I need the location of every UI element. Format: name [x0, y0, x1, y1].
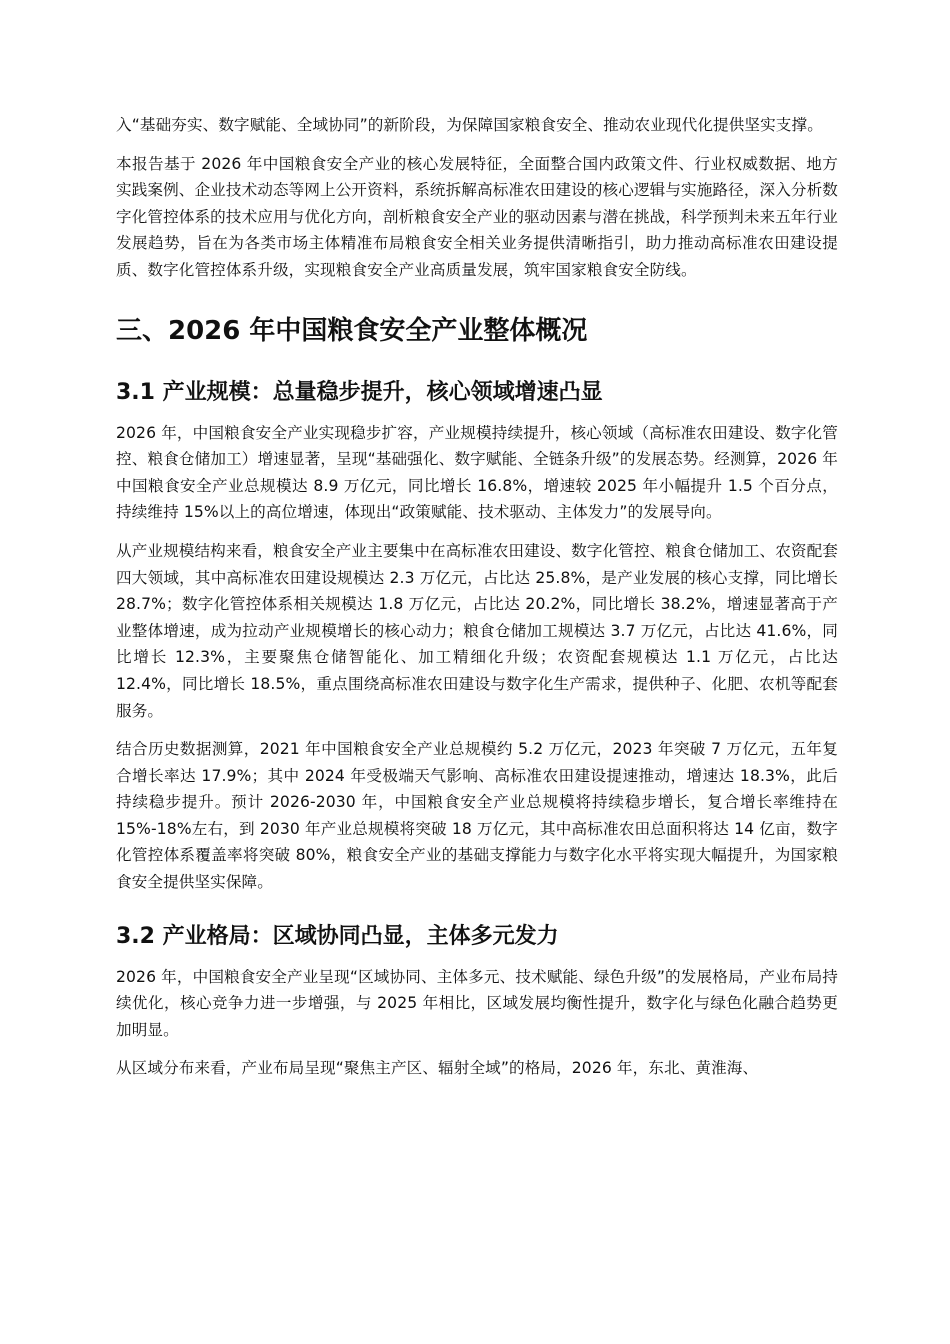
section-3-1-title: 3.1 产业规模：总量稳步提升，核心领域增速凸显 [116, 379, 603, 405]
section-3-1-paragraph: 从产业规模结构来看，粮食安全产业主要集中在高标准农田建设、数字化管控、粮食仓储加工、农资配套四大领域，其中高标准农田建设规模达 2.3 万亿元，占比达 25.8%，是产业发展的核心支撑，同比增长 28.7%；数字化管控体系相关规模达 1.8 万亿元，占比达 20.2%，同比增长 38.2%，增速显著高于产业整体增速，成为拉动产业规模增长的核心动力；粮食仓储加工规模达 3.7 万亿元，占比达 41.6%，同比增长 12.3%，主要聚焦仓储智能化、加工精细化升级；农资配套规模达 1.1 万亿元，占比达 12.4%，同比增长 18.5%，重点围绕高标准农田建设与数字化生产需求，提供种子、化肥、农机等配套服务。 [116, 541, 838, 720]
section-3-2-title: 3.2 产业格局：区域协同凸显，主体多元发力 [116, 923, 559, 949]
intro-paragraph-report-purpose: 本报告基于 2026 年中国粮食安全产业的核心发展特征，全面整合国内政策文件、行业权威数据、地方实践案例、企业技术动态等网上公开资料，系统拆解高标准农田建设的核心逻辑与实施路径，深入分析数字化管控体系的技术应用与优化方向，剖析粮食安全产业的驱动因素与潜在挑战，科学预判未来五年行业发展趋势，旨在为各类市场主体精准布局粮食安全相关业务提供清晰指引，助力推动高标准农田建设提质、数字化管控体系升级，实现粮食安全产业高质量发展，筑牢国家粮食安全防线。 [116, 154, 838, 279]
chapter-title: 三、2026 年中国粮食安全产业整体概况 [116, 315, 588, 346]
section-3-2-paragraph: 2026 年，中国粮食安全产业呈现“区域协同、主体多元、技术赋能、绿色升级”的发展格局，产业布局持续优化，核心竞争力进一步增强，与 2025 年相比，区域发展均衡性提升，数字化与绿色化融合趋势更加明显。 [116, 967, 838, 1039]
section-3-2-paragraph: 从区域分布来看，产业布局呈现“聚焦主产区、辐射全域”的格局，2026 年，东北、黄淮海、 [116, 1059, 759, 1078]
section-3-1-paragraph: 结合历史数据测算，2021 年中国粮食安全产业总规模约 5.2 万亿元，2023 年突破 7 万亿元，五年复合增长率达 17.9%；其中 2024 年受极端天气影响、高标准农田建设提速推动，增速达 18.3%，此后持续稳步提升。预计 2026-2030 年，中国粮食安全产业总规模将持续稳步增长，复合增长率维持在 15%-18%左右，到 2030 年产业总规模将突破 18 万亿元，其中高标准农田总面积将达 14 亿亩，数字化管控体系覆盖率将突破 80%，粮食安全产业的基础支撑能力与数字化水平将实现大幅提升，为国家粮食安全提供坚实保障。 [116, 740, 838, 892]
intro-paragraph-continuation: 入“基础夯实、数字赋能、全域协同”的新阶段，为保障国家粮食安全、推动农业现代化提供坚实支撑。 [116, 116, 823, 134]
document-page [116, 112, 838, 1094]
section-3-1-paragraph: 2026 年，中国粮食安全产业实现稳步扩容，产业规模持续提升，核心领域（高标准农田建设、数字化管控、粮食仓储加工）增速显著，呈现“基础强化、数字赋能、全链条升级”的发展态势。经测算，2026 年中国粮食安全产业总规模达 8.9 万亿元，同比增长 16.8%，增速较 2025 年小幅提升 1.5 个百分点，持续维持 15%以上的高位增速，体现出“政策赋能、技术驱动、主体发力”的发展导向。 [116, 423, 838, 522]
